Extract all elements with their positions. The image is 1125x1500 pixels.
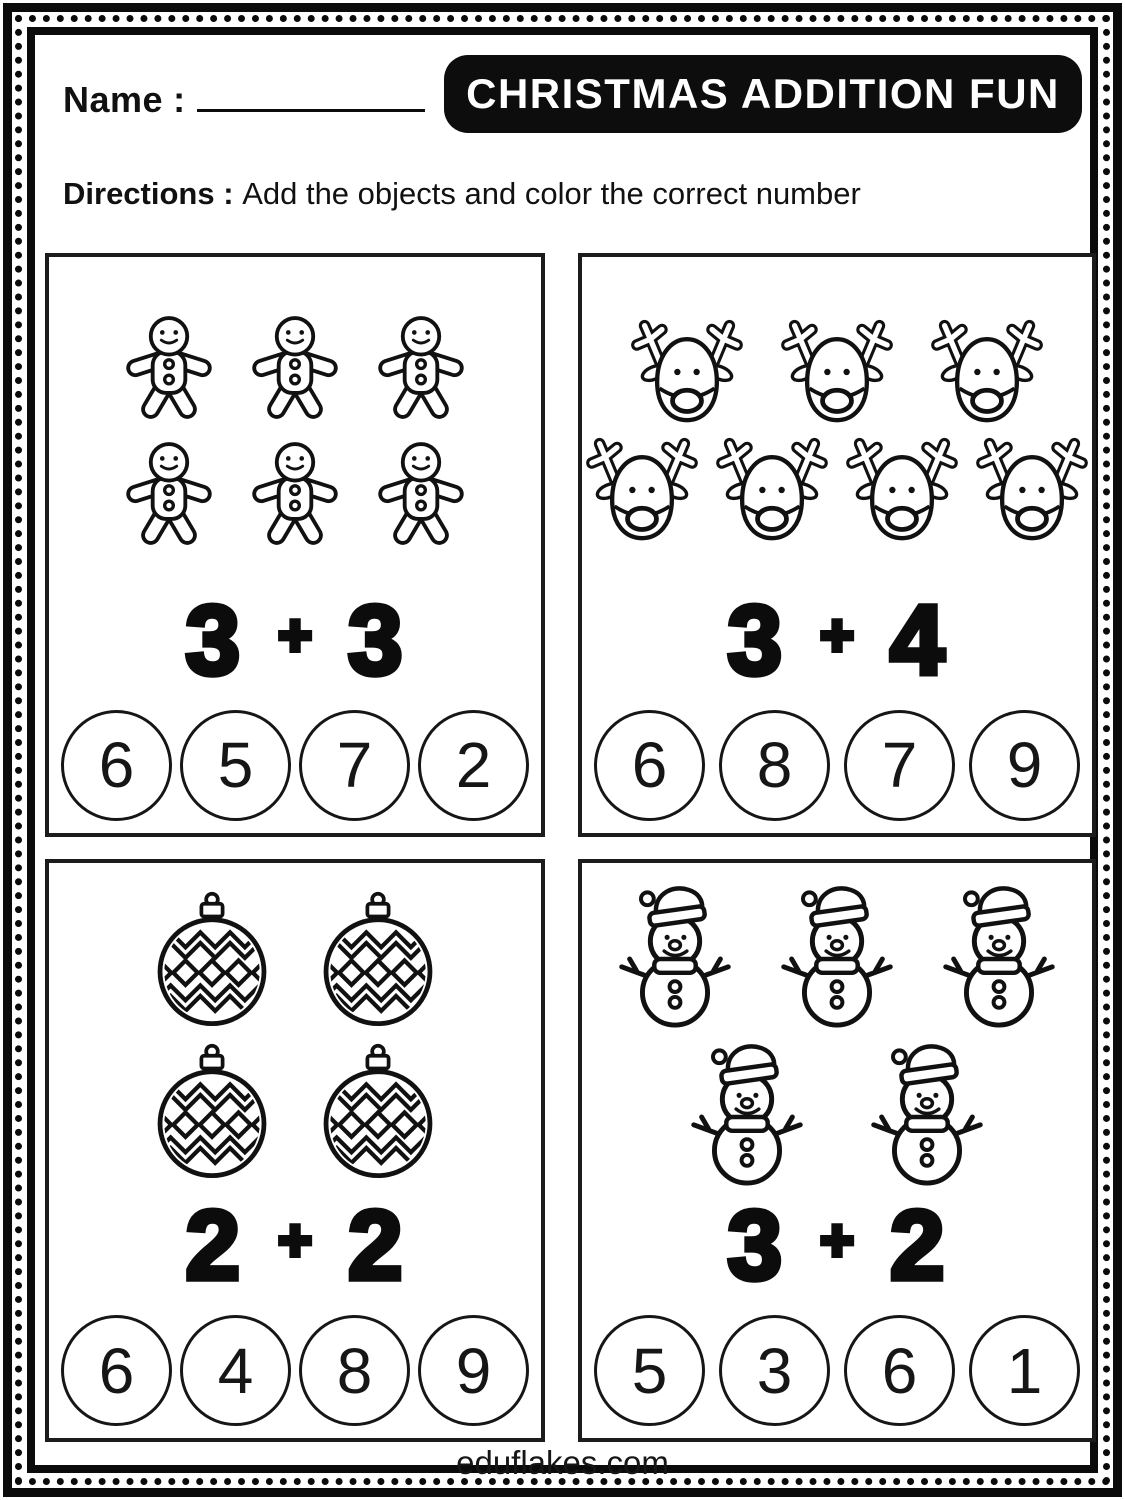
plus-operator: + <box>820 1208 854 1273</box>
ornament-icon <box>153 890 271 1030</box>
reindeer-addition-problem <box>578 253 1096 837</box>
object-row <box>582 1042 1092 1188</box>
answer-choice-circle[interactable]: 6 <box>844 1315 955 1426</box>
object-row <box>49 310 541 424</box>
addend-b: 3 <box>347 584 405 695</box>
directions-text: Add the objects and color the correct number <box>242 176 861 211</box>
snowman-icon <box>861 1042 993 1188</box>
name-colon: : <box>173 79 186 120</box>
object-row <box>49 1042 541 1182</box>
answer-choice-circle[interactable]: 2 <box>418 710 529 821</box>
addend-a: 3 <box>727 584 785 695</box>
problem-grid <box>45 253 1082 1442</box>
plus-operator: + <box>278 602 312 668</box>
answer-choices <box>590 1315 1084 1426</box>
addend-a: 3 <box>727 1190 785 1300</box>
reindeer-icon <box>972 436 1092 542</box>
object-row <box>582 436 1092 542</box>
ornament-icon <box>319 1042 437 1182</box>
snowman-addition-problem <box>578 859 1096 1443</box>
object-row <box>49 890 541 1030</box>
directions-colon: : <box>223 176 234 211</box>
answer-choice-circle[interactable]: 7 <box>844 710 955 821</box>
answer-choices <box>590 710 1084 821</box>
object-row <box>582 318 1092 424</box>
snowman-icon <box>609 884 741 1030</box>
addend-b: 2 <box>347 1190 405 1300</box>
reindeer-icon <box>927 318 1047 424</box>
gingerbread-icon <box>121 436 217 550</box>
worksheet-content <box>35 35 1090 1481</box>
gingerbread-icon <box>121 310 217 424</box>
equation <box>582 1187 1092 1303</box>
object-area <box>582 887 1092 1186</box>
addend-b: 4 <box>889 584 947 695</box>
answer-choice-circle[interactable]: 7 <box>299 710 410 821</box>
name-blank-line[interactable] <box>197 79 425 112</box>
answer-choice-circle[interactable]: 6 <box>61 710 172 821</box>
gingerbread-icon <box>247 436 343 550</box>
answer-choices <box>57 710 533 821</box>
page-title: CHRISTMAS ADDITION FUN <box>466 70 1060 117</box>
equation <box>582 582 1092 698</box>
directions-label: Directions <box>63 176 215 211</box>
object-row <box>582 884 1092 1030</box>
directions <box>63 176 861 212</box>
answer-choice-circle[interactable]: 4 <box>180 1315 291 1426</box>
gingerbread-icon <box>373 436 469 550</box>
plus-operator: + <box>820 602 854 668</box>
addend-a: 3 <box>185 584 243 695</box>
gingerbread-icon <box>373 310 469 424</box>
answer-choice-circle[interactable]: 6 <box>594 710 705 821</box>
reindeer-icon <box>712 436 832 542</box>
reindeer-icon <box>842 436 962 542</box>
answer-choice-circle[interactable]: 8 <box>299 1315 410 1426</box>
ornament-icon <box>319 890 437 1030</box>
object-area <box>582 281 1092 580</box>
ornament-addition-problem <box>45 859 545 1443</box>
name-row <box>63 79 425 121</box>
name-label: Name <box>63 79 164 120</box>
answer-choice-circle[interactable]: 6 <box>61 1315 172 1426</box>
equation <box>49 1187 541 1303</box>
reindeer-icon <box>627 318 747 424</box>
answer-choice-circle[interactable]: 3 <box>719 1315 830 1426</box>
object-row <box>49 436 541 550</box>
gingerbread-icon <box>247 310 343 424</box>
answer-choice-circle[interactable]: 8 <box>719 710 830 821</box>
snowman-icon <box>681 1042 813 1188</box>
answer-choices <box>57 1315 533 1426</box>
answer-choice-circle[interactable]: 9 <box>969 710 1080 821</box>
ornament-icon <box>153 1042 271 1182</box>
answer-choice-circle[interactable]: 9 <box>418 1315 529 1426</box>
title-badge <box>444 55 1082 133</box>
plus-operator: + <box>278 1208 312 1273</box>
addend-b: 2 <box>889 1190 947 1300</box>
snowman-icon <box>771 884 903 1030</box>
reindeer-icon <box>777 318 897 424</box>
reindeer-icon <box>582 436 702 542</box>
object-area <box>49 281 541 580</box>
addend-a: 2 <box>185 1190 243 1300</box>
footer-website: eduflakes.com <box>456 1444 669 1481</box>
gingerbread-addition-problem <box>45 253 545 837</box>
snowman-icon <box>933 884 1065 1030</box>
answer-choice-circle[interactable]: 1 <box>969 1315 1080 1426</box>
equation <box>49 582 541 698</box>
answer-choice-circle[interactable]: 5 <box>594 1315 705 1426</box>
object-area <box>49 887 541 1186</box>
answer-choice-circle[interactable]: 5 <box>180 710 291 821</box>
